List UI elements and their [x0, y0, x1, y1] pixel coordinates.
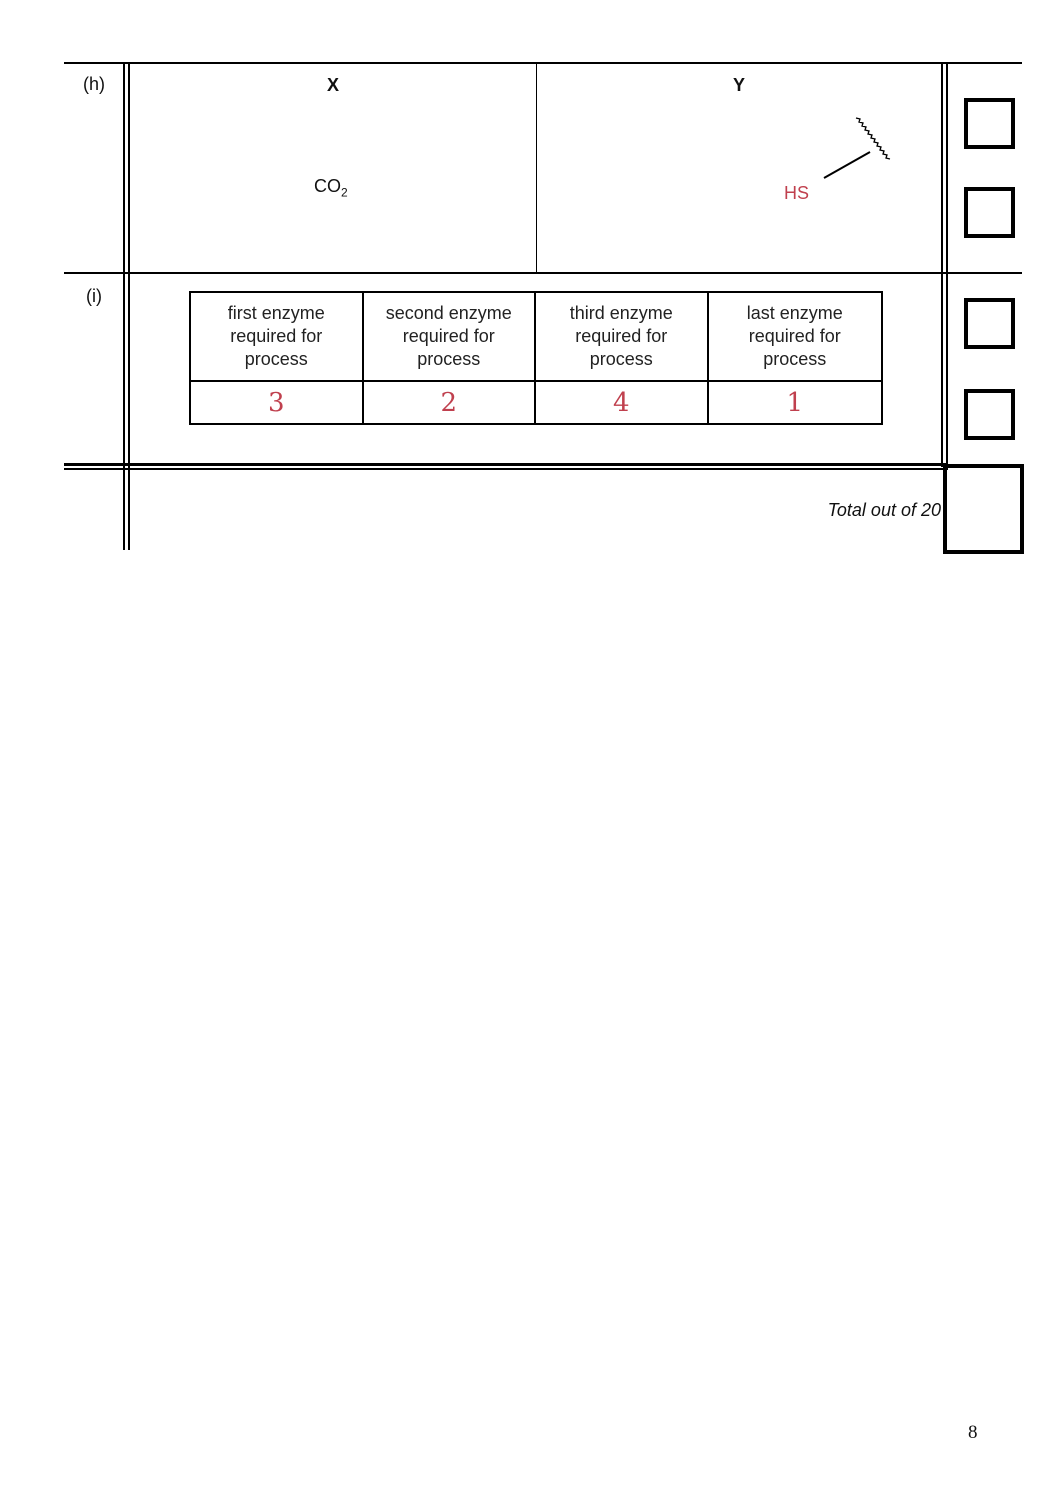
mark-column-rule-outer: [941, 62, 943, 467]
total-label: Total out of 20: [827, 500, 941, 520]
column-x-heading: X: [326, 75, 339, 95]
enzyme-answer-second: 2: [364, 382, 537, 423]
x-answer: [314, 176, 348, 200]
enzyme-answer-last: 1: [786, 387, 804, 418]
enzyme-heading-second: second enzyme required for process: [364, 293, 537, 382]
part-h-label: (h): [83, 74, 105, 94]
mark-box-h-x: [964, 98, 1015, 149]
y-answer-group: HS: [784, 183, 810, 203]
x-answer-main: CO: [314, 176, 341, 196]
enzyme-heading-third: third enzyme required for process: [536, 293, 709, 382]
row-divider-i-total-inner: [64, 468, 948, 470]
page-number: 8: [968, 1422, 978, 1443]
mark-box-i-1: [964, 298, 1015, 349]
row-divider-h-i: [64, 272, 1022, 274]
y-structure-wavy-attachment: [856, 118, 890, 159]
y-structure-bond-drawing: [815, 112, 900, 182]
enzyme-heading-last: last enzyme required for process: [709, 293, 882, 382]
label-column-rule-inner: [128, 62, 130, 550]
enzyme-heading-first: first enzyme required for process: [191, 293, 364, 382]
row-divider-i-total: [64, 463, 948, 466]
mark-box-i-2: [964, 389, 1015, 440]
enzyme-answer-first: 3: [191, 382, 364, 423]
part-i-label: (i): [86, 286, 102, 306]
column-y-heading: Y: [732, 75, 745, 95]
y-structure-bond: [824, 152, 870, 178]
x-answer-subscript: 2: [341, 185, 348, 200]
top-rule: [64, 62, 1022, 64]
mark-box-h-y: [964, 187, 1015, 238]
mark-column-rule-inner: [946, 62, 948, 467]
x-y-divider: [536, 62, 537, 273]
total-mark-box: [943, 464, 1024, 554]
enzyme-answer-third: 4: [536, 382, 709, 423]
enzyme-order-table: [189, 291, 883, 425]
